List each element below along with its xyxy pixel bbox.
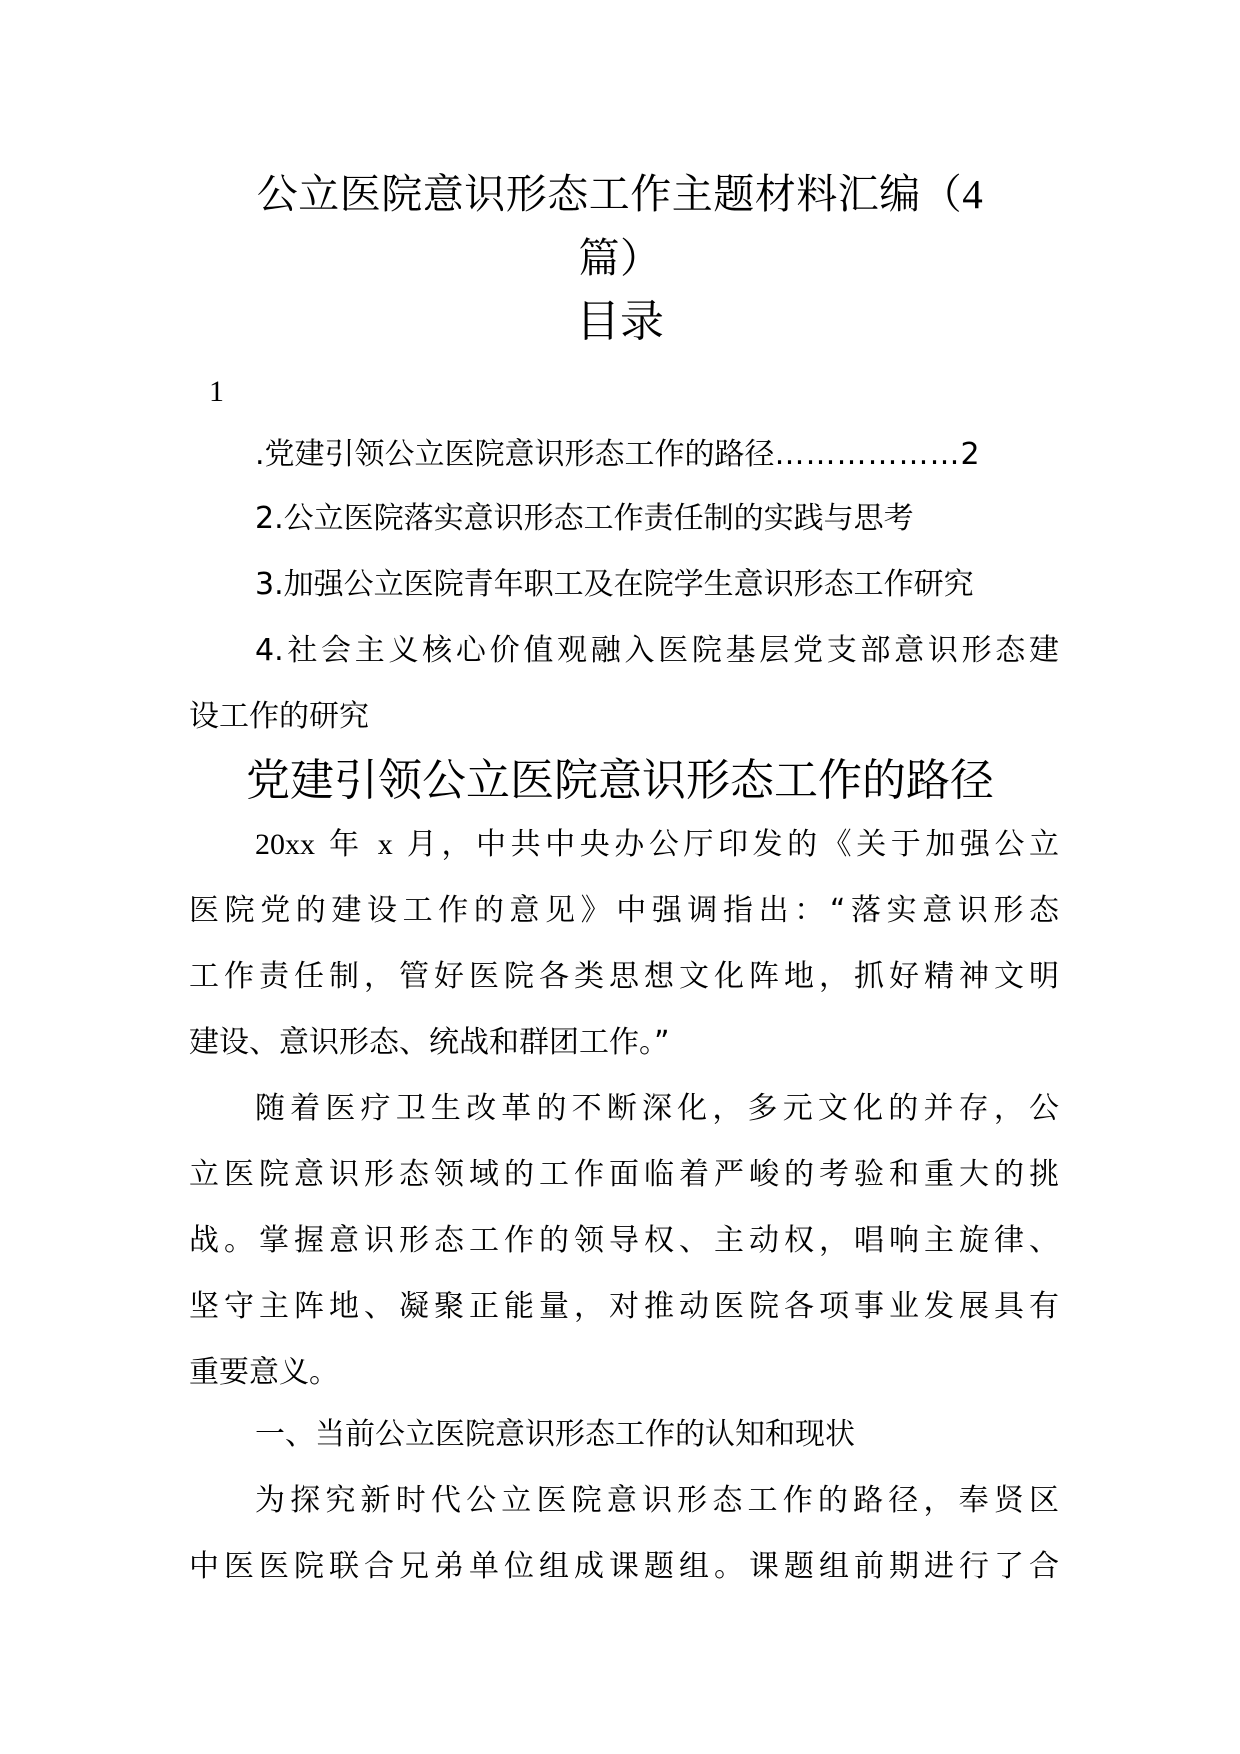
paragraph-3-line-2: 中医医院联合兄弟单位组成课题组。课题组前期进行了合 — [189, 1549, 1059, 1584]
paragraph-2-line-5: 重要意义。 — [189, 1355, 339, 1390]
toc-item-1-page-number: 2 — [960, 437, 980, 472]
toc-item-1-number: 1 — [209, 375, 224, 408]
toc-item-1-label: .党建引领公立医院意识形态工作的路径 — [255, 437, 775, 472]
paragraph-2 — [189, 1076, 1059, 1406]
paragraph-2-line-1: 随着医疗卫生改革的不断深化，多元文化的并存，公 — [255, 1091, 1059, 1126]
paragraph-2-line-4: 坚守主阵地、凝聚正能量，对推动医院各项事业发展具有 — [189, 1289, 1059, 1324]
paragraph-1 — [189, 812, 1059, 1076]
toc-item-4[interactable] — [189, 618, 1059, 750]
toc-heading: 目录 — [576, 296, 664, 347]
paragraph-1-month: x — [377, 828, 393, 861]
paragraph-2-line-2: 立医院意识形态领域的工作面临着严峻的考验和重大的挑 — [189, 1157, 1059, 1192]
paragraph-1-line-3: 工作责任制，管好医院各类思想文化阵地，抓好精神文明 — [189, 959, 1059, 994]
section-heading-1 — [189, 1402, 1059, 1468]
article-title: 党建引领公立医院意识形态工作的路径 — [246, 755, 994, 806]
toc-item-2[interactable] — [189, 486, 1059, 552]
toc-item-4-label-line-2: 设工作的研究 — [189, 699, 369, 734]
paragraph-1-line-2: 医院党的建设工作的意见》中强调指出：“落实意识形态 — [189, 893, 1059, 928]
document-title-text: 公立医院意识形态工作主题材料汇编（ — [256, 170, 963, 218]
document-title-line-1 — [0, 162, 1240, 226]
toc-item-3-label: 3.加强公立医院青年职工及在院学生意识形态工作研究 — [255, 567, 974, 602]
toc-item-3[interactable] — [189, 552, 1059, 618]
paragraph-1-line-1-text: 月，中共中央办公厅印发的《关于加强公立 — [406, 827, 1060, 862]
toc-item-4-label-line-1: 4.社会主义核心价值观融入医院基层党支部意识形态建 — [255, 633, 1059, 668]
toc-item-1-leader-dots: ……………… — [774, 437, 961, 472]
paragraph-1-line-4: 建设、意识形态、统战和群团工作。” — [189, 1025, 670, 1060]
document-title — [0, 162, 1240, 290]
section-heading-1-text: 一、当前公立医院意识形态工作的认知和现状 — [255, 1417, 855, 1452]
document-title-count: 4 — [962, 171, 984, 217]
toc-item-2-label: 2.公立医院落实意识形态工作责任制的实践与思考 — [255, 501, 914, 536]
paragraph-2-line-3: 战。掌握意识形态工作的领导权、主动权，唱响主旋律、 — [189, 1223, 1059, 1258]
document-title-line-2: 篇） — [578, 234, 662, 282]
paragraph-3 — [189, 1468, 1059, 1600]
paragraph-1-line-1 — [189, 812, 1059, 878]
toc-item-1[interactable] — [189, 422, 1059, 488]
paragraph-1-year-unit: 年 — [329, 827, 364, 862]
paragraph-3-line-1: 为探究新时代公立医院意识形态工作的路径，奉贤区 — [255, 1483, 1059, 1518]
paragraph-1-year: 20xx — [255, 828, 315, 861]
